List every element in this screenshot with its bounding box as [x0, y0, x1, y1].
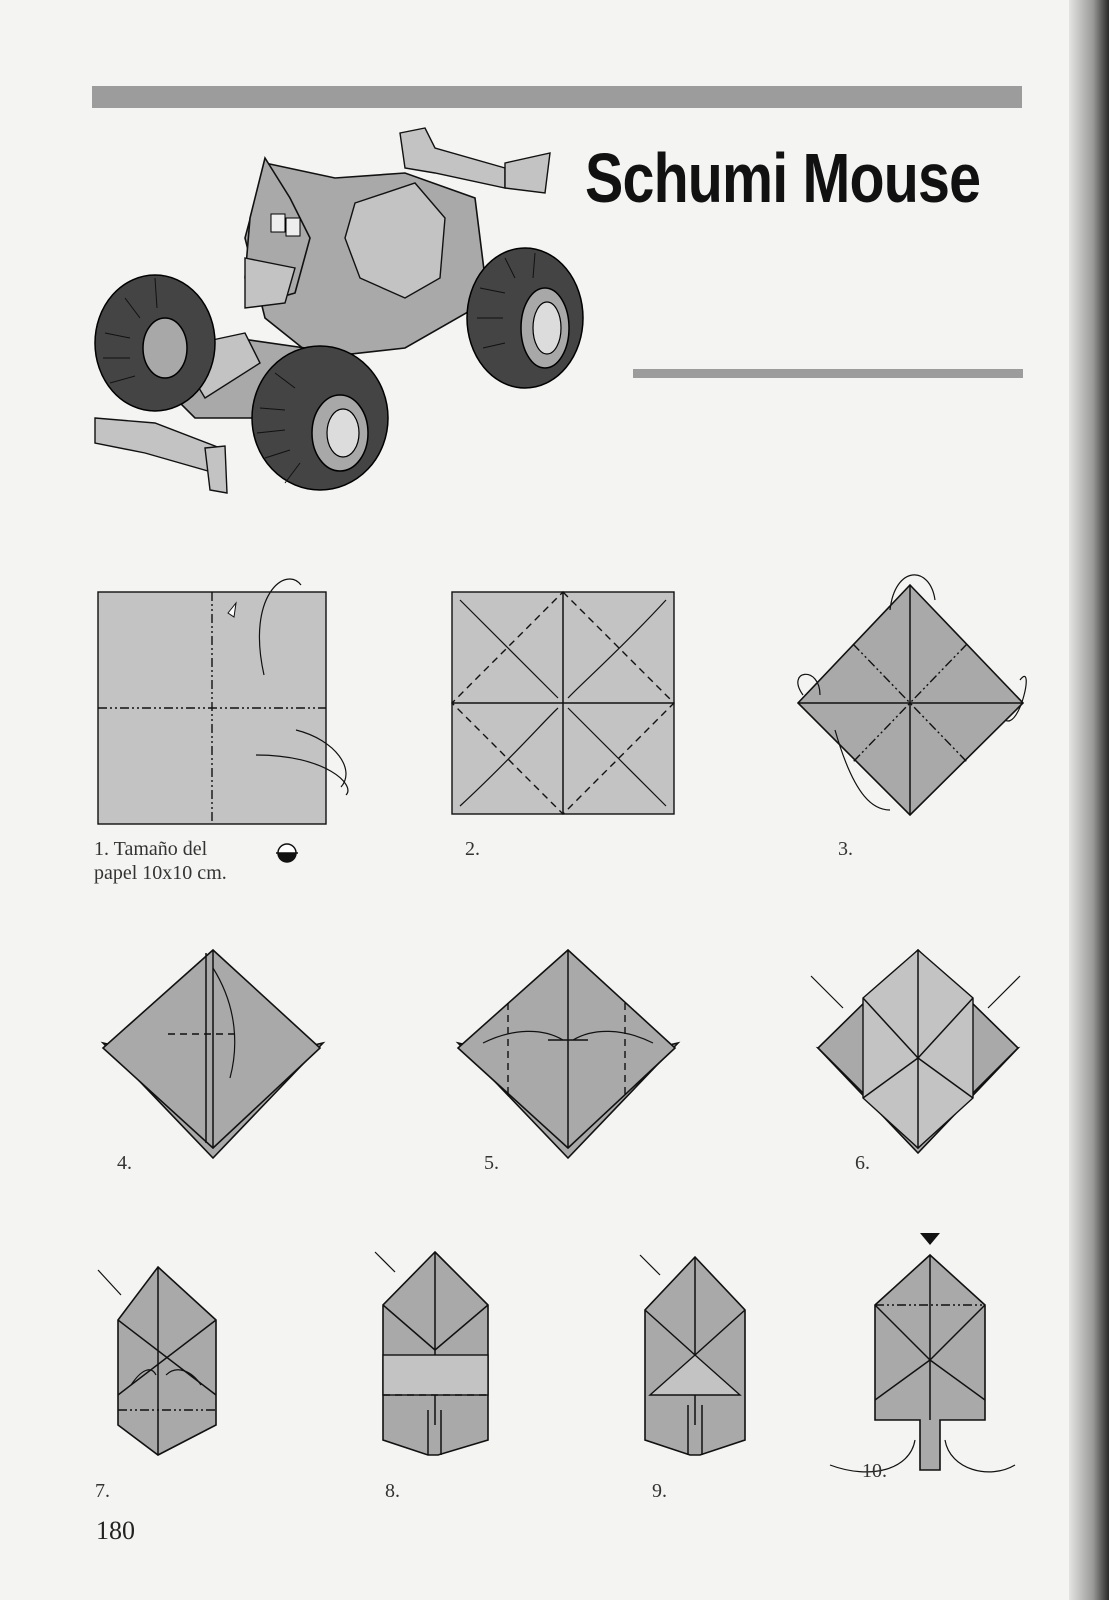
- step-5-diagram: [453, 948, 683, 1163]
- step-5-caption: 5.: [484, 1152, 499, 1174]
- step-3-caption: 3.: [838, 838, 853, 860]
- step-2-diagram: [450, 590, 680, 820]
- header-rule: [92, 86, 1022, 108]
- book-spine-shadow: [1069, 0, 1109, 1600]
- step-6-diagram: [813, 948, 1023, 1163]
- step-8-diagram: [373, 1250, 503, 1460]
- title-rule: [633, 369, 1023, 378]
- step-1-caption-line1: 1. Tamaño del: [94, 838, 208, 860]
- step-3-diagram: [795, 570, 1030, 825]
- page-title: Schumi Mouse: [585, 139, 981, 217]
- step-10-diagram: [830, 1225, 1030, 1475]
- step-8-caption: 8.: [385, 1480, 400, 1502]
- step-4-diagram: [98, 948, 328, 1163]
- page-number: 180: [96, 1516, 135, 1545]
- model-illustration: [85, 118, 595, 508]
- step-9-caption: 9.: [652, 1480, 667, 1502]
- step-6-caption: 6.: [855, 1152, 870, 1174]
- step-1-diagram: [96, 555, 366, 830]
- step-7-diagram: [96, 1265, 226, 1460]
- step-9-diagram: [640, 1255, 760, 1460]
- step-7-caption: 7.: [95, 1480, 110, 1502]
- step-1-caption-line2: papel 10x10 cm.: [94, 862, 227, 884]
- turn-over-icon: [276, 842, 298, 864]
- step-2-caption: 2.: [465, 838, 480, 860]
- step-10-caption: 10.: [862, 1460, 887, 1482]
- step-4-caption: 4.: [117, 1152, 132, 1174]
